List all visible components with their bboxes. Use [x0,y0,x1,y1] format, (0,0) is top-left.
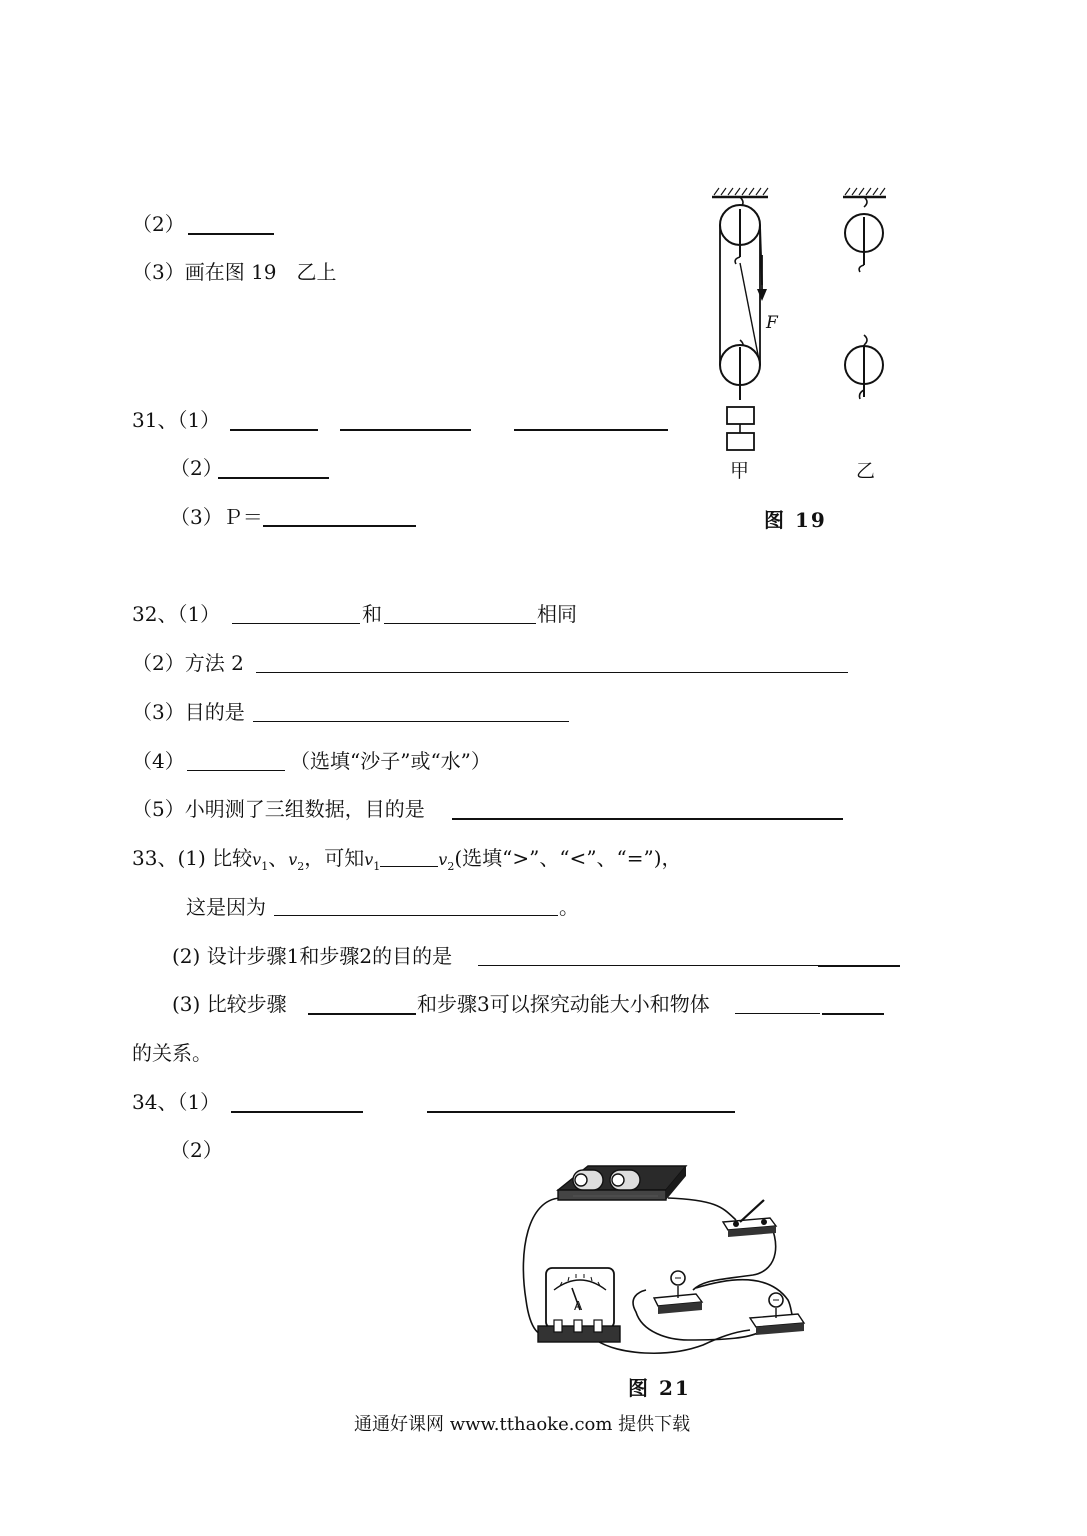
q32-part2-blank[interactable] [256,672,848,673]
q32-part1-blank-a[interactable] [232,623,360,624]
q33-part3-blank-b[interactable] [735,1013,820,1014]
q33-part2-label: (2) 设计步骤1和步骤2的目的是 [172,944,453,968]
figure-19-pulleys [700,185,920,535]
q31-part2-label: （2） [170,456,223,480]
q34-part1-blank-b[interactable] [427,1111,735,1113]
switch [723,1200,776,1237]
label-jia: 甲 [730,460,750,482]
page-footer: 通通好课网 www.tthaoke.com 提供下载 [354,1414,691,1435]
q32-part3-label: （3）目的是 [132,700,245,724]
q33-separator: 、 [268,846,289,870]
q30-part3-text: （3）画在图 19 乙上 [132,260,337,284]
q32-part3-blank[interactable] [253,721,569,722]
q33-part1-line1 [132,846,682,879]
q30-part2-label: （2） [132,212,185,236]
q31-part2-blank[interactable] [218,477,329,479]
q31-part3-blank[interactable] [263,525,416,527]
q32-and-text: 和 [362,602,382,626]
q32-same-text: 相同 [537,602,577,626]
q32-part5-label: （5）小明测了三组数据，目的是 [132,797,425,821]
battery-box [558,1166,686,1200]
figure-21-caption: 图 21 [628,1376,691,1400]
v2b-symbol: v [438,850,448,869]
q33-part3-blank-c[interactable] [822,1013,884,1015]
v2b-subscript: 2 [447,860,455,873]
q32-part4-hint: （选填“沙子”或“水”） [290,749,491,773]
lamp-1 [654,1271,702,1314]
q33-part2-blank[interactable] [478,965,818,966]
q33-part3-mid: 和步骤3可以探究动能大小和物体 [417,992,710,1016]
v2-subscript: 2 [297,860,305,873]
v1-symbol: v [252,850,262,869]
figure-21-circuit [518,1160,818,1380]
v1b-subscript: 1 [373,860,381,873]
q32-part5-blank[interactable] [452,818,843,820]
q32-prefix: 32、（1） [132,602,221,626]
q34-part1-blank-a[interactable] [231,1111,363,1113]
q33-part1-lead: 33、(1) 比较 [132,846,253,870]
v2-symbol: v [288,850,298,869]
q31-part1-blank-c[interactable] [514,429,668,431]
q32-part4-label: （4） [132,749,185,773]
q31-part1-blank-b[interactable] [340,429,471,431]
lamp-2 [750,1293,804,1335]
q32-part4-blank[interactable] [187,770,285,771]
weight-top [727,407,754,424]
q32-part2-label: （2）方法 2 [132,651,244,675]
q33-part1-line2: 这是因为 [186,895,266,919]
ammeter [538,1268,620,1342]
force-label: F [766,313,778,333]
q33-part3-tail: 的关系。 [132,1041,212,1065]
q33-reason-blank[interactable] [274,915,558,916]
q33-mid-text: ，可知 [304,846,365,870]
v1b-symbol: v [364,850,374,869]
q31-part3-label: （3）Ｐ＝ [170,505,263,529]
q34-prefix: 34、（1） [132,1090,221,1114]
q33-part2-blank-end[interactable] [818,965,900,967]
q33-part3-blank-a[interactable] [308,1013,416,1015]
q30-part2-blank[interactable] [188,233,274,235]
q33-part1-end: 。 [559,895,579,919]
q34-part2-label: （2） [170,1138,223,1162]
q33-part3-label: (3) 比较步骤 [172,992,287,1016]
label-yi: 乙 [856,460,876,482]
q32-part1-blank-b[interactable] [384,623,536,624]
q33-compare-blank[interactable] [380,848,438,867]
weight-bottom [727,433,754,450]
v1-subscript: 1 [261,860,269,873]
q31-prefix: 31、（1） [132,408,221,432]
q33-part1-hint: (选填“>”、“<”、“=”)， [454,846,682,870]
q31-part1-blank-a[interactable] [230,429,318,431]
ammeter-letter: A [574,1299,583,1313]
figure-19-caption: 图 19 [764,508,827,532]
